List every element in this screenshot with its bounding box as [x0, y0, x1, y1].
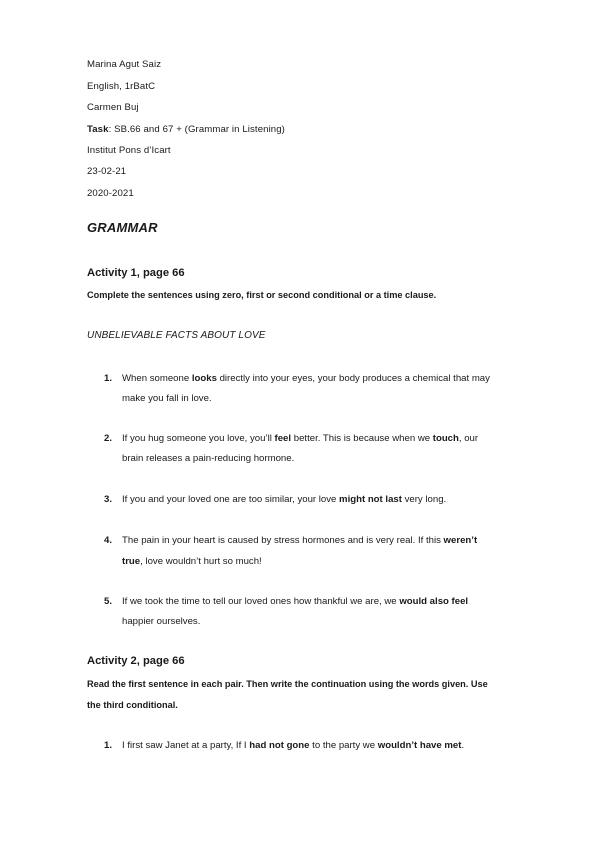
- date: 23-02-21: [87, 166, 127, 177]
- list-item-line: [122, 373, 490, 384]
- list-item-line: [122, 535, 477, 546]
- teacher: Carmen Buj: [87, 102, 139, 113]
- activity2-instruction-line1: Read the first sentence in each pair. Then write the continuation using the words given. Use: [87, 679, 488, 689]
- list-item-number: 3.: [104, 494, 113, 505]
- school-year: 2020-2021: [87, 188, 134, 199]
- answer-text: touch: [432, 433, 459, 444]
- answer-text: had not gone: [249, 740, 310, 751]
- text-run: very long.: [401, 494, 447, 505]
- list-item-line: [122, 740, 464, 751]
- list-item-line: make you fall in love.: [122, 393, 212, 404]
- text-run: The pain in your heart is caused by stress hormones and is very real. If this: [122, 535, 444, 546]
- task-line: [87, 124, 285, 135]
- list-item-number: 5.: [104, 596, 113, 607]
- course: English, 1rBatC: [87, 81, 156, 92]
- list-item-line: happier ourselves.: [122, 616, 201, 627]
- text-run: better. This is because when we: [291, 433, 433, 444]
- text-run: If you hug someone you love, you’ll: [122, 433, 275, 444]
- list-item-line: brain releases a pain-reducing hormone.: [122, 453, 295, 464]
- activity1-instruction: Complete the sentences using zero, first or second conditional or a time clause.: [87, 290, 437, 300]
- list-item-line: [122, 596, 468, 607]
- list-item-number: 2.: [104, 433, 113, 444]
- task-label: Task: [87, 124, 109, 135]
- answer-text: weren’t: [443, 535, 478, 546]
- list-item-line: [122, 556, 262, 567]
- text-run: If we took the time to tell our loved ones how thankful we are, we: [122, 596, 400, 607]
- text-run: , our: [458, 433, 479, 444]
- activity2-instruction-line2: the third conditional.: [87, 700, 178, 710]
- task-value: : SB.66 and 67 + (Grammar in Listening): [108, 124, 285, 135]
- text-run: directly into your eyes, your body produces a chemical that may: [216, 373, 490, 384]
- text-run: to the party we: [309, 740, 378, 751]
- list-item-line: [122, 433, 478, 444]
- list-item-number: 1.: [104, 740, 113, 751]
- answer-text: feel: [274, 433, 292, 444]
- text-run: I first saw Janet at a party, If I: [122, 740, 250, 751]
- list-item-line: [122, 494, 446, 505]
- text-run: When someone: [122, 373, 192, 384]
- answer-text: looks: [191, 373, 217, 384]
- section-title: GRAMMAR: [87, 220, 158, 235]
- list-item-number: 4.: [104, 535, 113, 546]
- activity1-subtitle: UNBELIEVABLE FACTS ABOUT LOVE: [87, 330, 266, 341]
- activity1-title: Activity 1, page 66: [87, 267, 185, 279]
- list-item-number: 1.: [104, 373, 113, 384]
- answer-text: might not last: [339, 494, 402, 505]
- answer-text: wouldn’t have met: [377, 740, 462, 751]
- answer-text: would also feel: [399, 596, 469, 607]
- student-name: Marina Agut Saiz: [87, 59, 162, 70]
- answer-text: true: [122, 556, 141, 567]
- text-run: If you and your loved one are too similar, your love: [122, 494, 340, 505]
- text-run: , love wouldn’t hurt so much!: [140, 556, 262, 567]
- activity2-title: Activity 2, page 66: [87, 655, 185, 667]
- text-run: .: [461, 740, 465, 751]
- school: Institut Pons d’Icart: [87, 145, 171, 156]
